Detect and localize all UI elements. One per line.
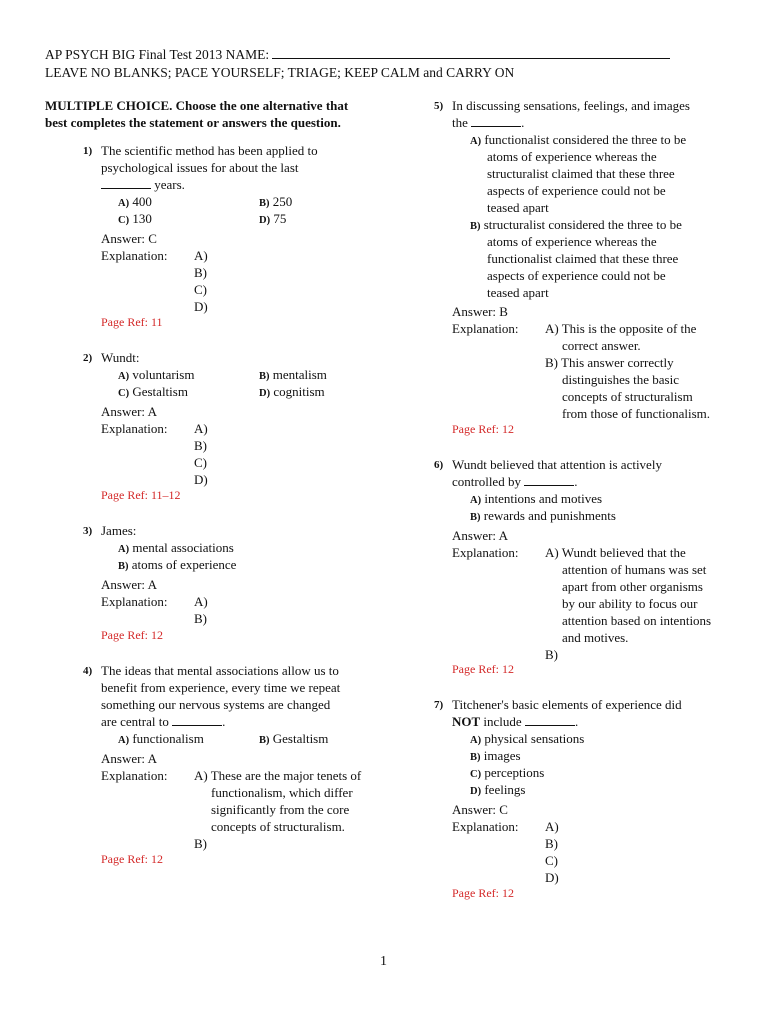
option-text: voluntarism — [132, 367, 195, 382]
explanation-item: B) — [545, 836, 558, 851]
question-stem: psychological issues for about the last — [101, 160, 299, 175]
option-letter: B) — [259, 371, 270, 382]
option-b — [259, 730, 328, 749]
explanation-label: Explanation: — [101, 421, 168, 436]
option-letter: A) — [118, 198, 130, 209]
option-text: Gestaltism — [132, 384, 188, 399]
header-line-1 — [45, 46, 670, 63]
option-letter: A) — [118, 371, 130, 382]
option-text: 400 — [132, 194, 152, 209]
option-text: teased apart — [487, 285, 549, 300]
answer-key: Answer: A — [101, 404, 157, 419]
explanation-item: B) — [194, 265, 207, 280]
explanation-item: D) — [194, 299, 208, 314]
option-text: mentalism — [272, 367, 327, 382]
page-ref-value: 12 — [151, 852, 163, 866]
page-ref-value: 11–12 — [151, 488, 181, 502]
explanation-item: significantly from the core — [211, 802, 350, 817]
page-ref-label: Page Ref: — [101, 852, 151, 866]
option-b — [470, 507, 616, 526]
option-text: aspects of experience could not be — [487, 183, 666, 198]
answer-key: Answer: C — [452, 802, 508, 817]
explanation-item: A) — [545, 819, 559, 834]
option-letter: D) — [470, 786, 482, 797]
explanation-item: A) Wundt believed that the — [545, 545, 686, 560]
option-d — [470, 781, 526, 800]
option-letter: B) — [118, 561, 129, 572]
answer-key: Answer: A — [101, 577, 157, 592]
name-blank — [272, 58, 670, 59]
explanation-item: apart from other organisms — [562, 579, 703, 594]
option-text: feelings — [484, 782, 526, 797]
question-number: 1) — [83, 145, 93, 157]
explanation-item: A) — [194, 248, 208, 263]
option-d — [259, 383, 325, 402]
explanation-item: A) This is the opposite of the — [545, 321, 697, 336]
option-text: rewards and punishments — [483, 508, 616, 523]
question-number: 7) — [434, 699, 444, 711]
explanation-item: B) — [194, 438, 207, 453]
explanation-item: D) — [194, 472, 208, 487]
option-letter: A) — [118, 735, 130, 746]
page-ref — [101, 627, 163, 644]
page-ref-label: Page Ref: — [101, 488, 151, 502]
question-stem: NOT include . — [452, 714, 579, 729]
stem-text: include — [480, 714, 525, 729]
stem-text: years. — [151, 177, 185, 192]
explanation-label: Explanation: — [101, 248, 168, 263]
page-ref-value: 12 — [151, 628, 163, 642]
page-ref — [101, 851, 163, 868]
page-ref-label: Page Ref: — [101, 315, 151, 329]
question-number: 4) — [83, 665, 93, 677]
header-instructions: LEAVE NO BLANKS; PACE YOURSELF; TRIAGE; KEEP CALM and CARRY ON — [45, 65, 515, 80]
page-ref — [452, 421, 514, 438]
question-stem: The scientific method has been applied to — [101, 143, 318, 158]
question-stem: James: — [101, 523, 137, 538]
explanation-item: by our ability to focus our — [562, 596, 698, 611]
explanation-item: attention based on intentions — [562, 613, 712, 628]
option-letter: C) — [118, 215, 130, 226]
option-c — [118, 210, 152, 229]
stem-text: controlled by — [452, 474, 525, 489]
option-text: 75 — [273, 211, 287, 226]
question-number: 5) — [434, 100, 444, 112]
option-text: teased apart — [487, 200, 549, 215]
option-text: 130 — [132, 211, 152, 226]
explanation-label: Explanation: — [452, 321, 519, 336]
explanation-item: D) — [545, 870, 559, 885]
header-title: AP PSYCH BIG Final Test 2013 NAME: — [45, 47, 273, 62]
option-letter: B) — [259, 735, 270, 746]
answer-blank — [525, 725, 575, 726]
option-letter: A) — [118, 544, 130, 555]
answer-blank — [471, 126, 521, 127]
question-stem: something our nervous systems are changed — [101, 697, 331, 712]
option-text: functionalist considered the three to be — [484, 132, 687, 147]
question-stem — [101, 176, 185, 193]
question-stem: controlled by . — [452, 474, 578, 489]
question-number: 6) — [434, 459, 444, 471]
page-ref — [101, 487, 181, 504]
option-text: functionalism — [132, 731, 204, 746]
option-text: atoms of experience whereas the — [487, 149, 657, 164]
question-number: 2) — [83, 352, 93, 364]
page-ref-label: Page Ref: — [452, 662, 502, 676]
option-text: Gestaltism — [272, 731, 329, 746]
explanation-item: C) — [194, 282, 207, 297]
explanation-item: C) — [194, 455, 207, 470]
option-text: perceptions — [484, 765, 545, 780]
page-ref — [101, 314, 163, 331]
option-letter: A) — [470, 735, 482, 746]
explanation-item: A) — [194, 594, 208, 609]
option-text: functionalist claimed that these three — [487, 251, 679, 266]
explanation-item: concepts of structuralism — [562, 389, 693, 404]
option-d — [259, 210, 286, 229]
explanation-item: from those of functionalism. — [562, 406, 711, 421]
question-stem: Titchener's basic elements of experience did — [452, 697, 682, 712]
explanation-label: Explanation: — [452, 819, 519, 834]
page-ref — [452, 885, 514, 902]
option-letter: A) — [470, 495, 482, 506]
question-number: 3) — [83, 525, 93, 537]
option-text: atoms of experience whereas the — [487, 234, 657, 249]
answer-blank — [101, 188, 151, 189]
question-stem: are central to . — [101, 714, 226, 729]
option-text: mental associations — [132, 540, 234, 555]
answer-blank — [524, 485, 574, 486]
option-text: atoms of experience — [131, 557, 237, 572]
page-number: 1 — [380, 954, 387, 969]
stem-emphasis: NOT — [452, 714, 481, 729]
page-ref-value: 12 — [502, 886, 514, 900]
explanation-item: B) — [545, 647, 558, 662]
question-stem: Wundt believed that attention is actively — [452, 457, 662, 472]
explanation-item: C) — [545, 853, 558, 868]
option-text: structuralist considered the three to be — [483, 217, 682, 232]
question-stem: In discussing sensations, feelings, and images — [452, 98, 690, 113]
explanation-label: Explanation: — [101, 768, 168, 783]
explanation-item: and motives. — [562, 630, 629, 645]
option-letter: D) — [259, 215, 271, 226]
question-stem: benefit from experience, every time we repeat — [101, 680, 341, 695]
stem-text: are central to — [101, 714, 173, 729]
explanation-item: B) — [194, 836, 207, 851]
page-ref-label: Page Ref: — [452, 422, 502, 436]
answer-key: Answer: C — [101, 231, 157, 246]
question-stem: the . — [452, 115, 525, 130]
option-letter: B) — [470, 512, 481, 523]
option-letter: D) — [259, 388, 271, 399]
option-letter: B) — [259, 198, 270, 209]
option-text: intentions and motives — [484, 491, 603, 506]
page-ref-value: 12 — [502, 662, 514, 676]
option-text: images — [483, 748, 521, 763]
section-title-line-1: MULTIPLE CHOICE. Choose the one alternative that — [45, 98, 349, 113]
option-letter: B) — [470, 221, 481, 232]
page-ref-value: 12 — [502, 422, 514, 436]
explanation-label: Explanation: — [101, 594, 168, 609]
option-letter: C) — [470, 769, 482, 780]
explanation-item: attention of humans was set — [562, 562, 707, 577]
explanation-item: correct answer. — [562, 338, 641, 353]
explanation-item: B) This answer correctly — [545, 355, 674, 370]
option-text: structuralist claimed that these three — [487, 166, 675, 181]
explanation-item: concepts of structuralism. — [211, 819, 345, 834]
answer-key: Answer: A — [452, 528, 508, 543]
page-ref-label: Page Ref: — [101, 628, 151, 642]
option-text: cognitism — [273, 384, 325, 399]
explanation-item: A) These are the major tenets of — [194, 768, 362, 783]
option-text: aspects of experience could not be — [487, 268, 666, 283]
option-b — [118, 556, 236, 575]
explanation-item: functionalism, which differ — [211, 785, 353, 800]
explanation-item: distinguishes the basic — [562, 372, 679, 387]
answer-key: Answer: B — [452, 304, 508, 319]
option-text: physical sensations — [484, 731, 585, 746]
page-ref-label: Page Ref: — [452, 886, 502, 900]
stem-text: the — [452, 115, 472, 130]
option-letter: C) — [118, 388, 130, 399]
page-ref — [452, 661, 514, 678]
option-a — [118, 730, 204, 749]
question-stem: Wundt: — [101, 350, 140, 365]
option-letter: B) — [470, 752, 481, 763]
answer-blank — [172, 725, 222, 726]
explanation-item: A) — [194, 421, 208, 436]
explanation-item: B) — [194, 611, 207, 626]
option-c — [118, 383, 188, 402]
explanation-label: Explanation: — [452, 545, 519, 560]
section-title-line-2: best completes the statement or answers the question. — [45, 115, 341, 130]
question-stem: The ideas that mental associations allow us to — [101, 663, 339, 678]
answer-key: Answer: A — [101, 751, 157, 766]
page-ref-value: 11 — [151, 315, 163, 329]
option-text: 250 — [272, 194, 293, 209]
option-letter: A) — [470, 136, 482, 147]
